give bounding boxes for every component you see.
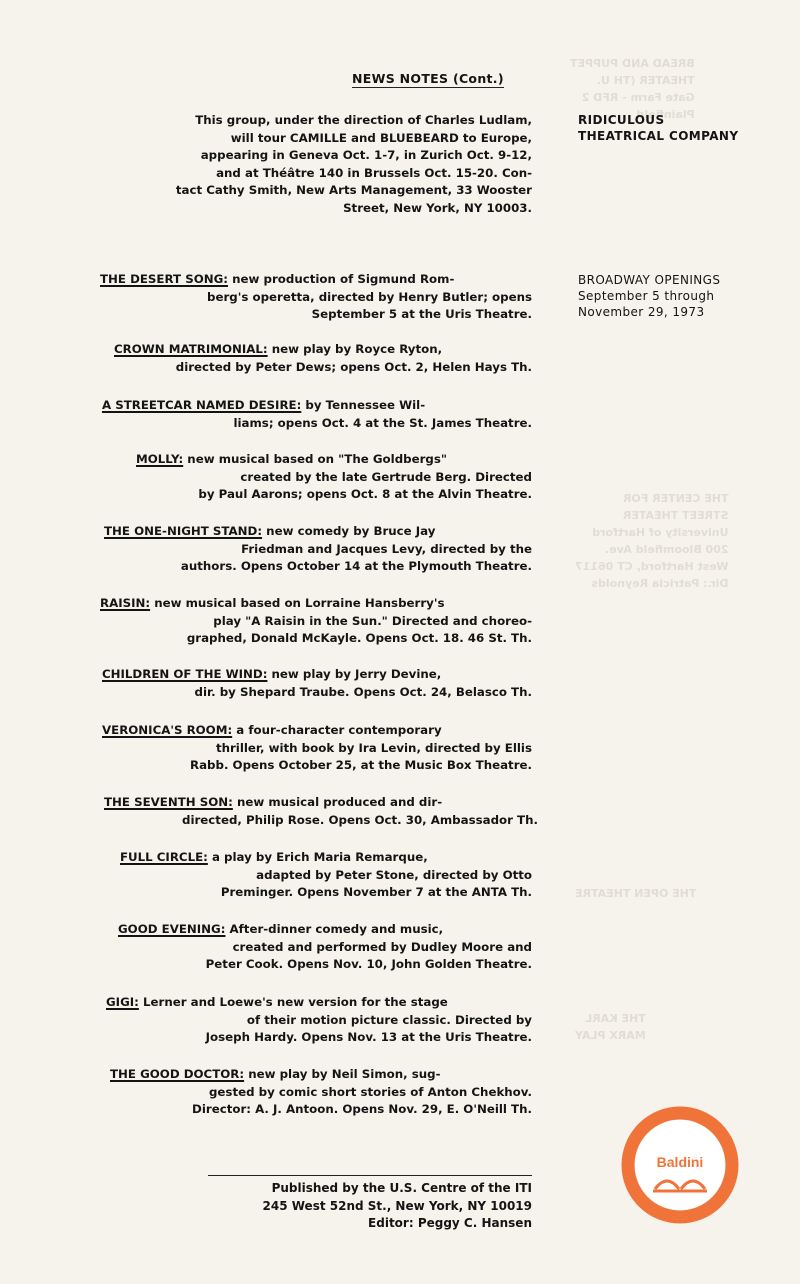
entry-rest: Lerner and Loewe's new version for the stage [138,995,448,1009]
entry-first-line [100,523,532,541]
entry-rest: new play by Jerry Devine, [267,667,442,681]
entry-line: adapted by Peter Stone, directed by Otto [256,867,532,882]
entry-title: A STREETCAR NAMED DESIRE: [102,398,302,412]
bleed-through-text: THE CENTER FOR STREET THEATER University of Hartford 200 Bloomfield Ave. West Hartford, CT 06117 Dir.: Patricia Reynolds [575,492,729,590]
entry-line: thriller, with book by Ira Levin, directed by Ellis [215,740,532,755]
entry-title: THE DESERT SONG: [100,272,228,286]
entry-first-line: MOLLY: new musical based on "The Goldbergs" [136,452,448,466]
entry-line: Friedman and Jacques Levy, directed by the [241,541,532,556]
bleed-through-text: THE KARL MARX PLAY [575,1012,646,1042]
entry-line: liams; opens Oct. 4 at the St. James Theatre. [233,415,532,430]
entry-title: FULL CIRCLE: [120,850,208,864]
footer-line: 245 West 52nd St., New York, NY 10019 [262,1198,532,1213]
entry-title: MOLLY: [136,452,184,466]
entry-line: Joseph Hardy. Opens Nov. 13 at the Uris Theatre. [205,1030,532,1045]
opening-entry [100,921,532,974]
publisher-footer [208,1180,532,1233]
page-heading: NEWS NOTES (Cont.) [352,71,504,86]
entry-title: CROWN MATRIMONIAL: [114,342,268,356]
entry-rest: new comedy by Bruce Jay [262,524,436,538]
sidebar-line: RIDICULOUS [578,113,665,127]
sidebar-line: September 5 through [578,289,715,303]
entry-title: GOOD EVENING: [118,922,226,936]
opening-entry [100,341,532,376]
entry-title: GIGI: [106,995,139,1009]
opening-entry [100,1066,532,1119]
footer-line: Editor: Peggy C. Hansen [368,1216,532,1230]
entry-rest: a four-character contemporary [232,723,442,737]
baldini-logo-stamp [620,1105,740,1225]
opening-entry [100,794,538,829]
entry-first-line [100,595,532,613]
bleed-through-text: BREAD AND PUPPET THEATER (TH U. Gate Farm - RFD 2 Plainfield [570,57,695,121]
opening-entry [100,523,532,576]
entry-title: THE GOOD DOCTOR: [110,1067,245,1081]
entry-title: THE SEVENTH SON: [104,795,233,809]
footer-rule [208,1175,532,1176]
sidebar-line: THEATRICAL COMPANY [578,129,739,143]
entry-line: play "A Raisin in the Sun." Directed and choreo- [213,613,532,628]
entry-line: dir. by Shepard Traube. Opens Oct. 24, Belasco Th. [194,684,532,699]
entry-line: Director: A. J. Antoon. Opens Nov. 29, E. O'Neill Th. [192,1102,532,1117]
opening-entry [100,722,532,775]
entry-first-line: CROWN MATRIMONIAL: new play by Royce Ryton, [114,342,443,356]
entry-line: September 5 at the Uris Theatre. [311,307,532,322]
opening-entry [100,994,532,1047]
intro-line: This group, under the direction of Charles Ludlam, [195,113,532,127]
opening-entry [100,451,532,504]
opening-entry [100,666,532,701]
entry-rest: After-dinner comedy and music, [225,922,444,936]
entry-line: authors. Opens October 14 at the Plymouth Theatre. [180,559,532,574]
entry-first-line [100,849,532,867]
entry-first-line [100,722,532,740]
intro-line: Street, New York, NY 10003. [343,200,532,215]
entry-first-line: THE DESERT SONG: new production of Sigmund Rom- [100,272,455,286]
entry-line: of their motion picture classic. Directed by [246,1012,532,1027]
opening-entry [100,397,532,432]
entry-first-line [100,994,532,1012]
entry-rest: new musical produced and dir- [232,795,443,809]
entry-line: gested by comic short stories of Anton Chekhov. [208,1084,532,1099]
sidebar-line: BROADWAY OPENINGS [578,273,721,287]
sidebar-line: November 29, 1973 [578,305,705,319]
entry-line: created and performed by Dudley Moore and [232,939,532,954]
intro-line: appearing in Geneva Oct. 1-7, in Zurich Oct. 9-12, [200,148,532,163]
bleed-through-text: THE OPEN THEATRE [575,887,697,900]
entry-title: CHILDREN OF THE WIND: [102,667,268,681]
entry-line: directed, Philip Rose. Opens Oct. 30, Ambassador Th. [182,812,538,827]
intro-line: and at Théâtre 140 in Brussels Oct. 15-20. Con- [216,165,532,180]
entry-title: RAISIN: [100,596,151,610]
intro-line: will tour CAMILLE and BLUEBEARD to Europe, [230,130,532,145]
opening-entry [100,271,532,324]
entry-line: graphed, Donald McKayle. Opens Oct. 18. 46 St. Th. [186,631,532,646]
entry-first-line: A STREETCAR NAMED DESIRE: by Tennessee Wil- [102,398,426,412]
entry-line: by Paul Aarons; opens Oct. 8 at the Alvin Theatre. [198,487,532,502]
footer-line: Published by the U.S. Centre of the ITI [271,1181,532,1195]
entry-title: THE ONE-NIGHT STAND: [104,524,263,538]
entry-rest: new musical based on Lorraine Hansberry's [150,596,445,610]
entry-first-line [100,666,532,684]
entry-line: directed by Peter Dews; opens Oct. 2, Helen Hays Th. [175,359,532,374]
entry-rest: a play by Erich Maria Remarque, [207,850,428,864]
entry-line: Preminger. Opens November 7 at the ANTA Th. [220,885,532,900]
entry-line: berg's operetta, directed by Henry Butler; opens [207,289,532,304]
entry-first-line [100,1066,532,1084]
intro-paragraph [100,112,532,218]
entry-line: Peter Cook. Opens Nov. 10, John Golden Theatre. [205,957,532,972]
stamp-text: Baldini [656,1154,704,1170]
entry-line: created by the late Gertrude Berg. Directed [240,469,532,484]
opening-entry [100,595,532,648]
opening-entry [100,849,532,902]
entry-line: Rabb. Opens October 25, at the Music Box Theatre. [190,758,532,773]
sidebar-broadway [578,272,720,320]
entry-rest: new play by Neil Simon, sug- [244,1067,441,1081]
sidebar-ridiculous [578,112,738,144]
entry-first-line [100,921,532,939]
entry-title: VERONICA'S ROOM: [102,723,233,737]
entry-first-line [100,794,538,812]
intro-line: tact Cathy Smith, New Arts Management, 33 Wooster [175,183,532,198]
